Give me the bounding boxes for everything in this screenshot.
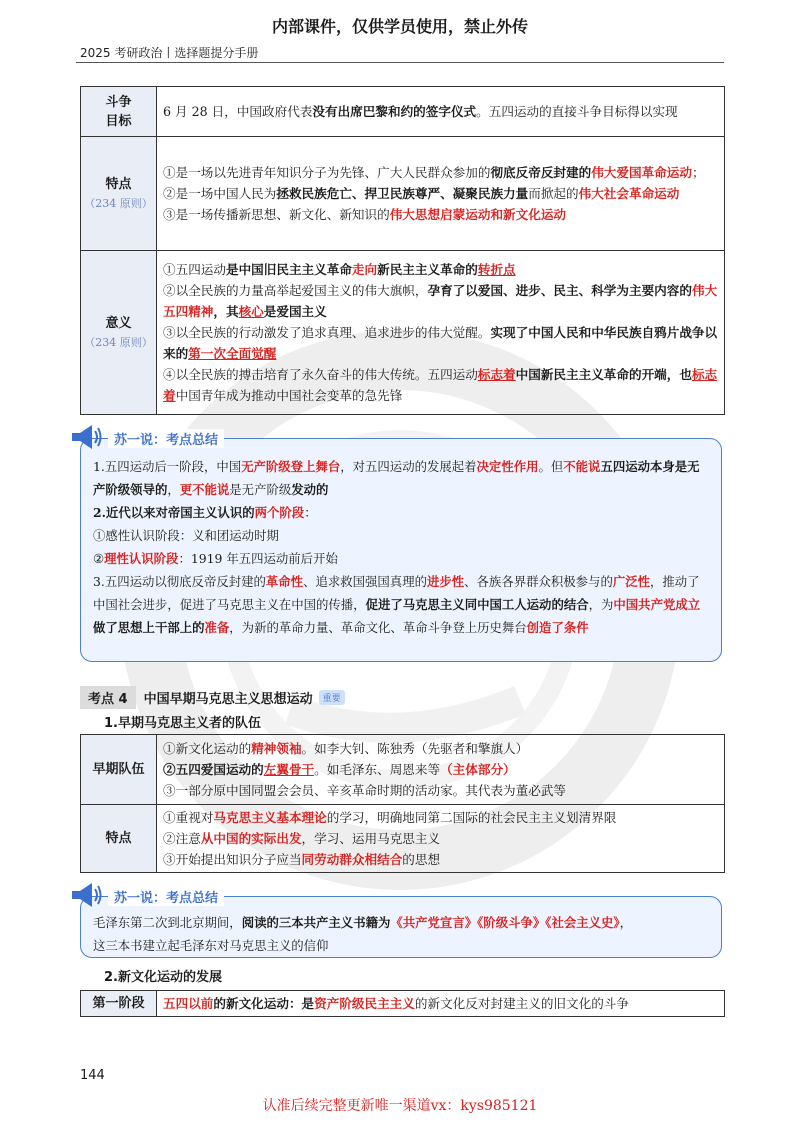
- row-label-goal: [81, 87, 157, 137]
- text: 1.五四运动后一阶段，中国: [93, 459, 242, 474]
- book-title: 2025 考研政治丨选择题提分手册: [80, 46, 259, 60]
- text: ①五四运动: [163, 262, 226, 277]
- label-text: 特点: [105, 176, 132, 192]
- text: ③开始提出知识分子应当: [163, 852, 302, 867]
- text-bold: 新民主主义革命的: [377, 262, 478, 277]
- goal-content: [157, 87, 725, 137]
- text: ②: [93, 551, 105, 566]
- text: ①是一场以先进青年知识分子为先锋、广大人民群众参加的: [163, 165, 491, 180]
- text-bold: 是爱国主义: [263, 304, 327, 319]
- text-red: 两个阶段: [254, 505, 305, 520]
- text-bold: 实现了中国人民和中华民族自鸦片战争以来的: [163, 325, 718, 361]
- text-red: 《共产党宣言》《阶级斗争》《社会主义史》: [390, 915, 620, 930]
- text-bold: 孕育了以爱国、进步、民主、科学为主要内容的: [427, 283, 692, 298]
- summary-title: 苏一说：考点总结: [108, 887, 224, 906]
- text: 、追求救国强国真理的: [303, 574, 427, 589]
- kaodian-tag: 考点 4: [80, 686, 136, 709]
- text: 。但: [538, 459, 564, 474]
- row-label-team: 早期队伍: [81, 735, 157, 805]
- text-red: 五四以前: [163, 996, 214, 1011]
- features-content: [157, 137, 725, 251]
- text-red: 伟大五四精神: [163, 283, 718, 319]
- text-red: 伟大思想启蒙运动和新文化运动: [389, 207, 566, 222]
- text: 。五四运动的直接斗争目标得以实现: [476, 104, 678, 119]
- traits-content: [157, 805, 725, 873]
- subheading-new-culture: 2.新文化运动的发展: [104, 970, 222, 985]
- summary-header-2: [80, 884, 224, 908]
- label-text: 意义: [105, 315, 132, 331]
- header-divider: [76, 62, 724, 63]
- table-row-goal: [81, 87, 725, 137]
- label-sub: （234 原则）: [84, 335, 153, 349]
- text-red: 伟大社会革命运动: [578, 186, 680, 201]
- text-red: 走向: [351, 262, 378, 277]
- text-bold: 是中国旧民主主义革命: [225, 262, 352, 277]
- row-label-significance: [81, 251, 157, 415]
- text: 这三本书建立起毛泽东对马克思主义的信仰: [93, 938, 329, 953]
- text-red: 广泛性: [612, 574, 651, 589]
- text: 。如李大钊、陈独秀（先驱者和擎旗人）: [301, 741, 529, 756]
- label-text: 目标: [105, 113, 132, 129]
- text-red: 不能说: [563, 459, 601, 474]
- text: 3.五四运动以彻底反帝反封建的: [93, 574, 266, 589]
- summary-header-1: [80, 426, 224, 450]
- text-red: 精神领袖: [251, 741, 302, 756]
- text: ③是一场传播新思想、新文化、新知识的: [163, 207, 390, 222]
- text: ：1919 年五四运动前后开始: [178, 551, 338, 566]
- kaodian-heading: [80, 686, 345, 709]
- page-header-notice: 内部课件，仅供学员使用，禁止外传: [271, 17, 528, 36]
- text-red: 伟大爱国革命运动: [591, 165, 692, 180]
- text: 。如毛泽东、周恩来等: [314, 762, 441, 777]
- kaodian-title: 中国早期马克思主义思想运动: [143, 692, 313, 707]
- text: ③一部分原中国同盟会会员、辛亥革命时期的活动家。其代表为董必武等: [163, 783, 566, 798]
- subheading-team: 1.早期马克思主义者的队伍: [104, 716, 261, 731]
- table-row-features: [81, 137, 725, 251]
- megaphone-icon: [68, 880, 102, 910]
- text-bold: 中国新民主主义革命的开端，也: [515, 367, 692, 382]
- text-bold: 拯救民族危亡、捍卫民族尊严、凝聚民族力量: [276, 186, 529, 201]
- text: ③以全民族的行动激发了追求真理、追求进步的伟大觉醒。: [163, 325, 491, 340]
- summary-title: 苏一说：考点总结: [108, 429, 224, 448]
- phase1-content: [157, 991, 725, 1017]
- text: 6 月 28 日，中国政府代表: [163, 104, 313, 119]
- label-sub: （234 原则）: [84, 196, 153, 210]
- text-red: 转折点: [477, 262, 516, 277]
- text-red: 革命性: [265, 574, 304, 589]
- text-bold: 2.近代以来对帝国主义认识的: [93, 505, 255, 520]
- text-bold: ②五四爱国运动的: [163, 762, 264, 777]
- text-bold: ，其: [213, 304, 239, 319]
- text: ①感性认识阶段：义和团运动时期: [93, 528, 279, 543]
- text: ，为新的革命力量、革命文化、革命斗争登上历史舞台: [229, 620, 527, 635]
- text: ①重视对: [163, 810, 214, 825]
- text-bold: 五四运动本身是无产阶级领导的: [93, 459, 700, 497]
- text-red: 决定性作用: [476, 459, 539, 474]
- text: ④以全民族的搏击培育了永久奋斗的伟大传统。五四运动: [163, 367, 478, 382]
- new-culture-table: [80, 990, 725, 1017]
- megaphone-icon: [68, 422, 102, 452]
- marxist-table: [80, 734, 725, 873]
- text: ①新文化运动的: [163, 741, 252, 756]
- row-label-phase1: 第一阶段: [81, 991, 157, 1017]
- text: 的新文化反对封建主义的旧文化的斗争: [414, 996, 629, 1011]
- text-red: 核心: [238, 304, 264, 319]
- summary-box-1: [80, 438, 722, 662]
- text-bold: 没有出席巴黎和约的签字仪式: [312, 104, 477, 119]
- text: 毛泽东第二次到北京期间，: [93, 915, 242, 930]
- text: ②以全民族的力量高举起爱国主义的伟大旗帜，: [163, 283, 428, 298]
- text-red: 第一次全面觉醒: [188, 346, 277, 361]
- table-row-traits: [81, 805, 725, 873]
- text-red: 准备: [204, 620, 230, 635]
- text-bold: 阅读的三本共产主义书籍为: [241, 915, 391, 930]
- text-bold: 彻底反帝反封建的: [490, 165, 592, 180]
- text: 中国青年成为推动中国社会变革的急先锋: [175, 388, 403, 403]
- text-red: 无产阶级登上舞台: [241, 459, 341, 474]
- text: 的思想: [402, 852, 441, 867]
- significance-content: [157, 251, 725, 415]
- text-bold: 发动的: [291, 482, 329, 497]
- text-red: 标志着: [477, 367, 516, 382]
- text-bold: 做了思想上干部上的: [93, 620, 205, 635]
- text: ：: [304, 505, 317, 520]
- text-bold: 促进了马克思主义同中国工人运动的结合: [365, 597, 589, 612]
- wusi-table: [80, 86, 725, 415]
- text-red: 更不能说: [179, 482, 230, 497]
- text-red: 理性认识阶段: [104, 551, 179, 566]
- table-row-team: [81, 735, 725, 805]
- page-number: 144: [80, 1068, 105, 1083]
- text-red: 从中国的实际出发: [200, 831, 302, 846]
- text-red: 标志着: [163, 367, 718, 403]
- text-red: 马克思主义基本理论: [213, 810, 327, 825]
- table-row-significance: [81, 251, 725, 415]
- label-text: 斗争: [105, 94, 132, 110]
- team-content: [157, 735, 725, 805]
- text: 而掀起的: [528, 186, 579, 201]
- text-bold: 的新文化运动：是: [213, 996, 315, 1011]
- text: ，为: [588, 597, 614, 612]
- text: ，: [167, 482, 180, 497]
- text: ，推动了中国社会进步，促进了马克思主义在中国的传播，: [93, 574, 700, 612]
- importance-badge: 重要: [319, 690, 345, 705]
- text-red: 进步性: [426, 574, 465, 589]
- row-label-traits: 特点: [81, 805, 157, 873]
- footer-note: 认准后续完整更新唯一渠道vx：kys985121: [262, 1098, 538, 1114]
- row-label-features: [81, 137, 157, 251]
- text: ②是一场中国人民为: [163, 186, 277, 201]
- text-red: 中国共产党成立: [613, 597, 701, 612]
- text-red: 资产阶级民主主义: [314, 996, 415, 1011]
- text-red: 同劳动群众相结合: [301, 852, 403, 867]
- text: ，学习、运用马克思主义: [301, 831, 441, 846]
- text: ；: [691, 165, 705, 180]
- text: ，: [619, 915, 632, 930]
- table-row-phase1: [81, 991, 725, 1017]
- text: 、各族各界群众积极参与的: [464, 574, 613, 589]
- text: ，对五四运动的发展起着: [340, 459, 477, 474]
- text: 是无产阶级: [229, 482, 292, 497]
- text-red: 左翼骨干: [263, 762, 315, 777]
- text: ②注意: [163, 831, 201, 846]
- text-red: （主体部分）: [440, 762, 516, 777]
- text: 的学习，明确地同第二国际的社会民主主义划清界限: [326, 810, 617, 825]
- text-red: 创造了条件: [526, 620, 589, 635]
